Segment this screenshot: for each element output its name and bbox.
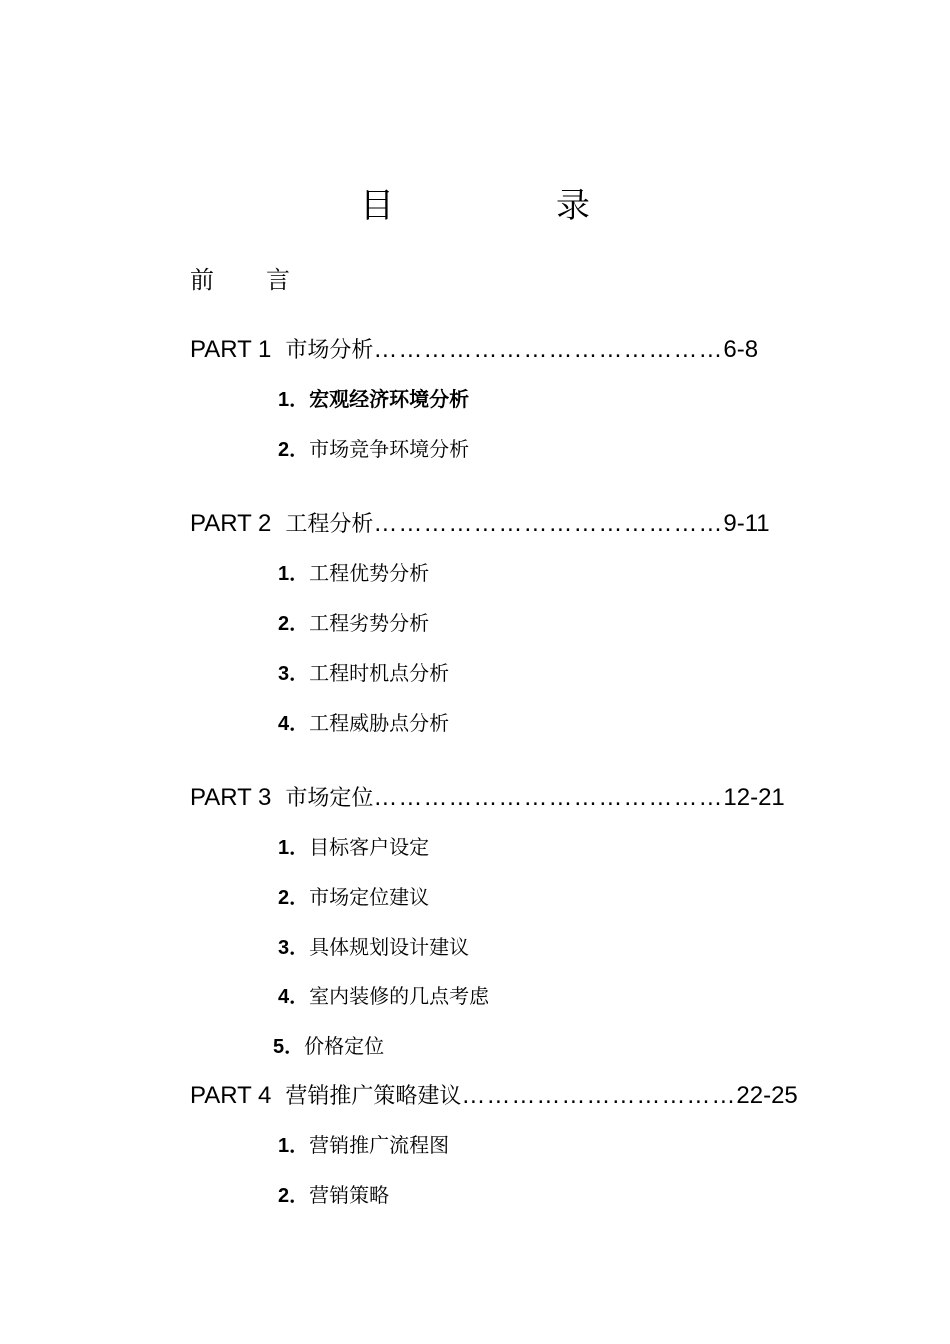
item-text: 工程时机点分析 [309, 661, 450, 685]
item-text: 具体规划设计建议 [309, 935, 470, 959]
item-number: 3． [278, 663, 310, 685]
toc-item [278, 609, 429, 638]
toc-part-2 [190, 509, 770, 540]
item-number: 1． [278, 1135, 310, 1157]
item-text: 市场竞争环境分析 [309, 437, 470, 461]
item-number: 2． [278, 613, 310, 635]
item-number: 2． [278, 439, 310, 461]
toc-item [273, 1032, 384, 1061]
part-label: PART 4 [190, 1082, 272, 1109]
item-text: 目标客户设定 [309, 835, 430, 859]
toc-item [278, 659, 449, 688]
toc-item [278, 982, 489, 1011]
item-text: 室内装修的几点考虑 [309, 984, 490, 1008]
part-label: PART 1 [190, 336, 272, 363]
item-text: 工程优势分析 [309, 561, 430, 585]
item-number: 3． [278, 937, 310, 959]
part-name: 工程分析 [285, 512, 374, 537]
item-text: 营销推广流程图 [309, 1133, 450, 1157]
part-name: 营销推广策略建议 [285, 1084, 462, 1109]
toc-item [278, 833, 429, 862]
toc-part-1 [190, 335, 758, 366]
part-pages: 9-11 [723, 510, 770, 537]
toc-item [278, 883, 429, 912]
part-pages: 12-21 [723, 784, 785, 811]
toc-item [278, 559, 429, 588]
part-name: 市场分析 [285, 338, 374, 363]
item-number: 4． [278, 986, 310, 1008]
part-label: PART 3 [190, 784, 272, 811]
item-number: 2． [278, 1185, 310, 1207]
toc-item [278, 933, 469, 962]
leader-dots: …………………………………… [373, 784, 724, 811]
item-text: 工程威胁点分析 [309, 711, 450, 735]
part-pages: 22-25 [736, 1082, 798, 1109]
part-label: PART 2 [190, 510, 272, 537]
item-text: 宏观经济环境分析 [309, 387, 470, 411]
leader-dots: …………………………………… [373, 336, 724, 363]
item-number: 1． [278, 563, 310, 585]
toc-part-4 [190, 1081, 798, 1112]
item-number: 5． [273, 1036, 305, 1058]
item-text: 营销策略 [309, 1183, 390, 1207]
toc-part-3 [190, 783, 785, 814]
item-number: 2． [278, 887, 310, 909]
toc-item [278, 709, 449, 738]
toc-item [278, 1181, 389, 1210]
item-text: 市场定位建议 [309, 885, 430, 909]
part-name: 市场定位 [285, 786, 374, 811]
leader-dots: …………………………………… [373, 510, 724, 537]
item-text: 工程劣势分析 [309, 611, 430, 635]
item-number: 4． [278, 713, 310, 735]
toc-item [278, 385, 469, 414]
toc-title: 目 录 [360, 186, 654, 226]
item-number: 1． [278, 389, 310, 411]
toc-item [278, 435, 469, 464]
item-number: 1． [278, 837, 310, 859]
preface-heading: 前言 [190, 266, 342, 294]
item-text: 价格定位 [304, 1034, 385, 1058]
leader-dots: …………………………… [461, 1082, 737, 1109]
toc-item [278, 1131, 449, 1160]
part-pages: 6-8 [723, 336, 759, 363]
